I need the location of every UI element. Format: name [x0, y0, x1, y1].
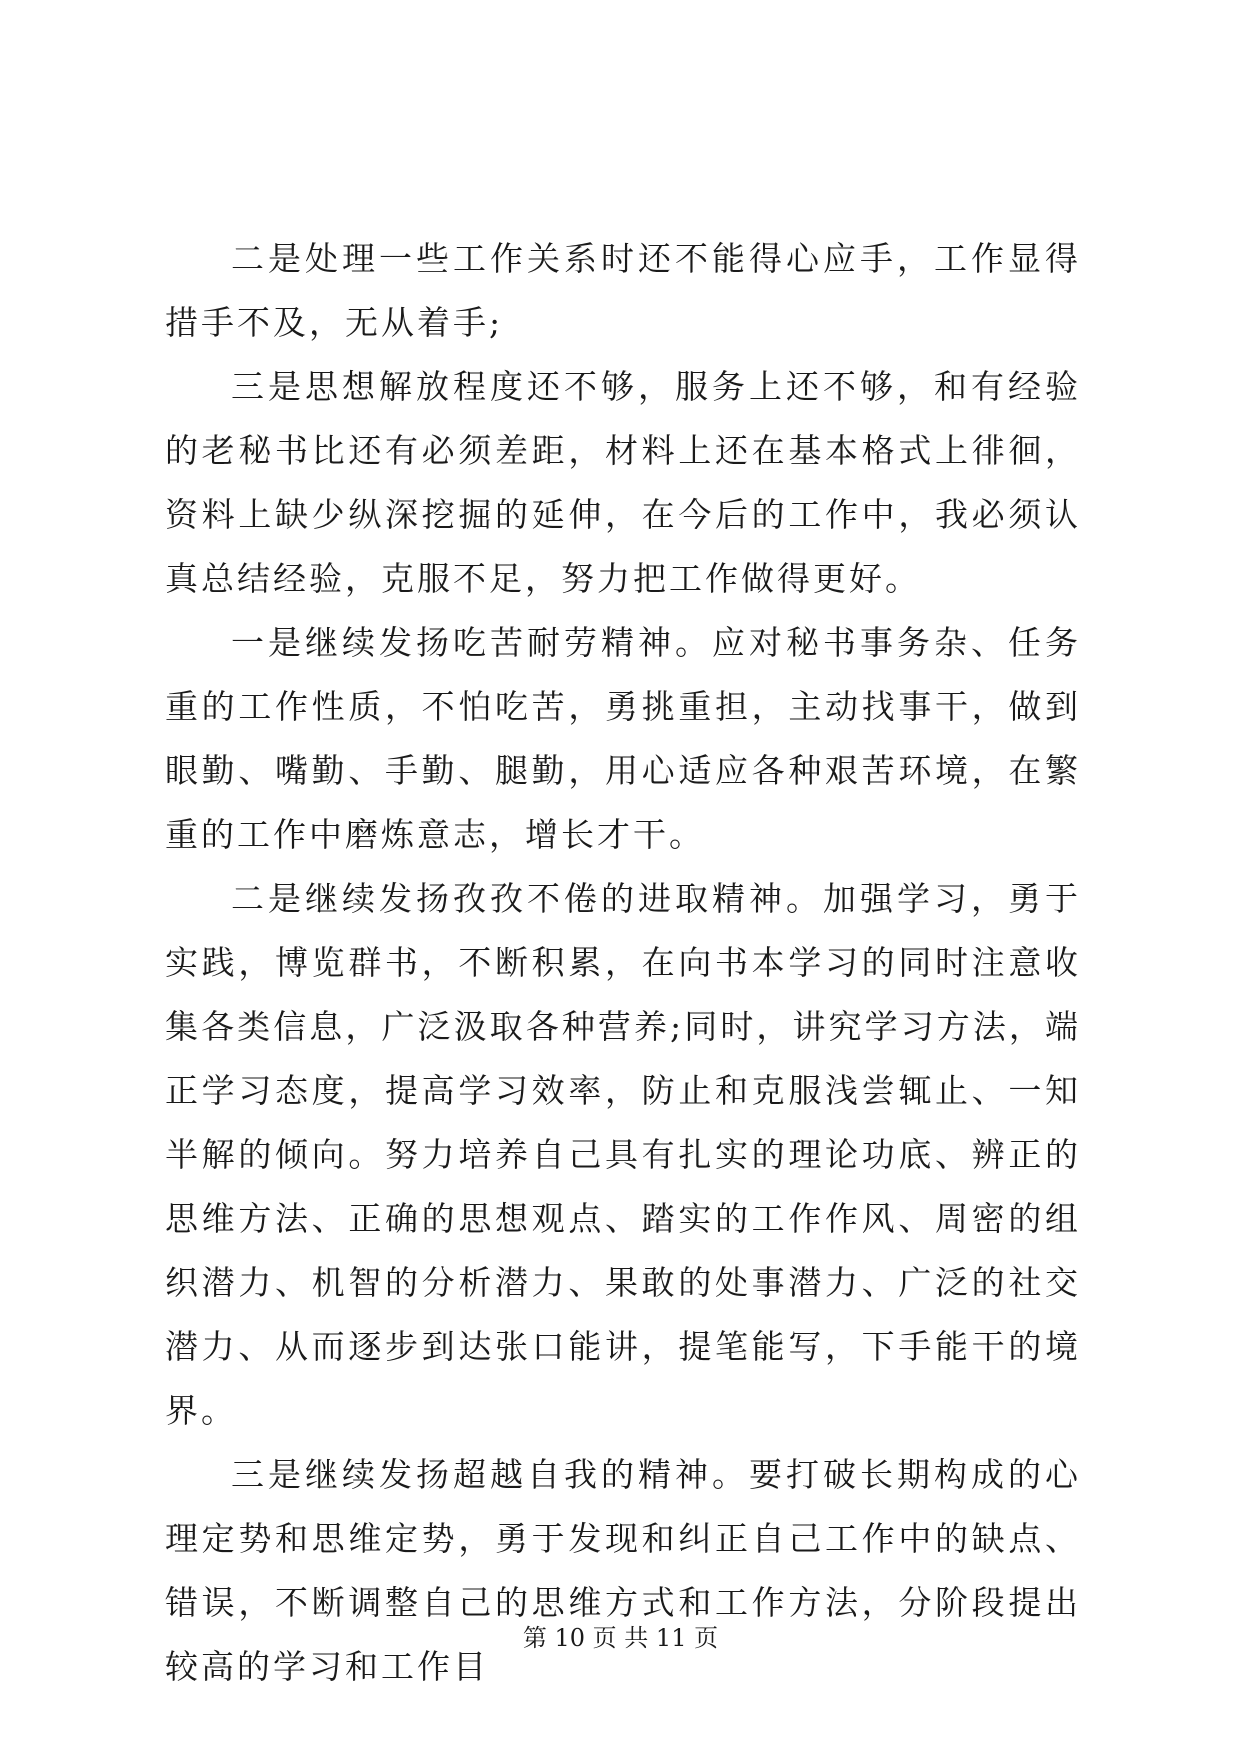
paragraph: 三是继续发扬超越自我的精神。要打破长期构成的心理定势和思维定势，勇于发现和纠正自己工作中的缺点、错误，不断调整自己的思维方式和工作方法，分阶段提出较高的学习和工作目 — [165, 1455, 1081, 1686]
paragraph: 三是思想解放程度还不够，服务上还不够，和有经验的老秘书比还有必须差距，材料上还在基本格式上徘徊，资料上缺少纵深挖掘的延伸，在今后的工作中，我必须认真总结经验，克服不足，努力把工作做得更好。 — [165, 367, 1081, 598]
paragraph: 一是继续发扬吃苦耐劳精神。应对秘书事务杂、任务重的工作性质，不怕吃苦，勇挑重担，主动找事干，做到眼勤、嘴勤、手勤、腿勤，用心适应各种艰苦环境，在繁重的工作中磨炼意志，增长才干。 — [165, 623, 1081, 854]
document-body — [165, 227, 1081, 1699]
page-number-footer: 第 10 页 共 11 页 — [522, 1624, 719, 1652]
paragraph: 二是处理一些工作关系时还不能得心应手，工作显得措手不及，无从着手; — [165, 239, 1081, 342]
paragraph: 二是继续发扬孜孜不倦的进取精神。加强学习，勇于实践，博览群书，不断积累，在向书本学习的同时注意收集各类信息，广泛汲取各种营养;同时，讲究学习方法，端正学习态度，提高学习效率，防止和克服浅尝辄止、一知半解的倾向。努力培养自己具有扎实的理论功底、辨正的思维方法、正确的思想观点、踏实的工作作风、周密的组织潜力、机智的分析潜力、果敢的处事潜力、广泛的社交潜力、从而逐步到达张口能讲，提笔能写，下手能干的境界。 — [165, 879, 1081, 1430]
